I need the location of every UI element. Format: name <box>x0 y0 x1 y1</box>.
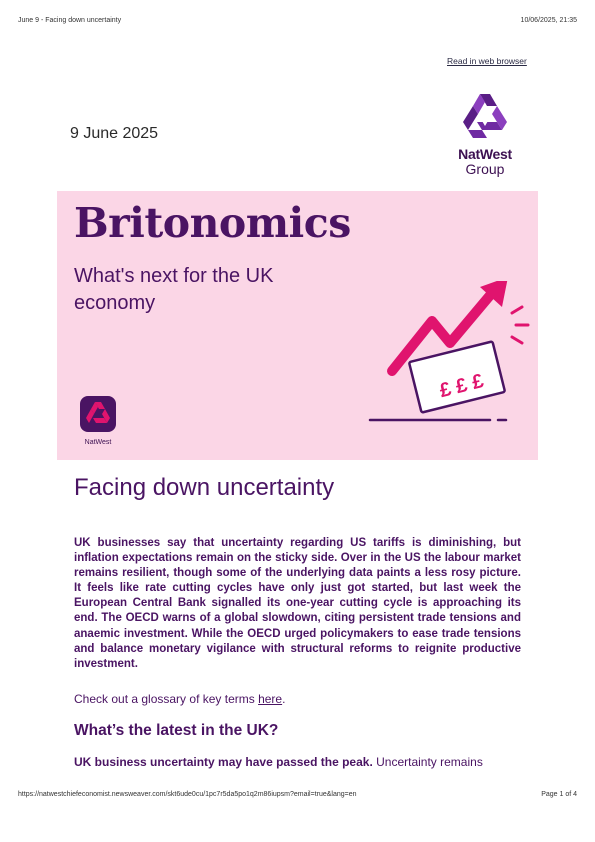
section-heading: What’s the latest in the UK? <box>74 722 279 739</box>
glossary-suffix: . <box>282 692 286 706</box>
section-lead-paragraph <box>74 755 521 769</box>
banner-title: Britonomics <box>74 199 351 247</box>
rising-arrow-illustration <box>362 281 538 431</box>
glossary-line <box>74 692 285 706</box>
glossary-link[interactable]: here <box>258 692 283 706</box>
natwest-logo-icon <box>449 93 521 139</box>
newsletter-date: 9 June 2025 <box>70 125 159 142</box>
logo-text-group: Group <box>465 161 505 177</box>
small-logo-text: NatWest <box>84 439 112 446</box>
natwest-small-logo-icon <box>80 396 116 432</box>
print-footer-page: Page 1 of 4 <box>541 791 577 798</box>
print-header-title: June 9 - Facing down uncertainty <box>18 17 122 24</box>
natwest-small-logo <box>80 396 116 446</box>
banner-subtitle: What's next for the UK economy <box>74 265 274 314</box>
logo-text-natwest: NatWest <box>458 146 512 162</box>
article-headline: Facing down uncertainty <box>74 474 335 501</box>
section-lead-rest: Uncertainty remains <box>372 755 483 769</box>
banner-card-pounds: £ £ £ <box>437 370 486 403</box>
natwest-group-logo <box>449 93 521 177</box>
read-in-browser-link[interactable]: Read in web browser <box>447 56 527 66</box>
section-lead-bold: UK business uncertainty may have passed the peak. <box>74 755 373 769</box>
print-footer-url: https://natwestchiefeconomist.newsweaver.com/skt6ude0cu/1pc7r5da5po1q2m86iupsm?email=true&lang=en <box>18 791 357 798</box>
print-header-timestamp: 10/06/2025, 21:35 <box>520 17 577 24</box>
print-header <box>18 17 577 24</box>
glossary-prefix: Check out a glossary of key terms <box>74 692 259 706</box>
intro-paragraph: UK businesses say that uncertainty regarding US tariffs is diminishing, but inflation expectations remain on the sticky side. Over in the US the labour market remains resilient, though some of the underlying data paints a less rosy picture. It feels like rate cutting cycles have only just got started, but last week the European Central Bank signalled its one-year cutting cycle is approaching its end. The OECD warns of a global slowdown, citing persistent trade tensions and anaemic investment. While the OECD urged policymakers to ease trade tensions and balance monetary vigilance with structural reforms to reignite productive investment. <box>74 537 521 670</box>
britonomics-banner <box>57 191 538 460</box>
print-footer <box>18 791 577 798</box>
